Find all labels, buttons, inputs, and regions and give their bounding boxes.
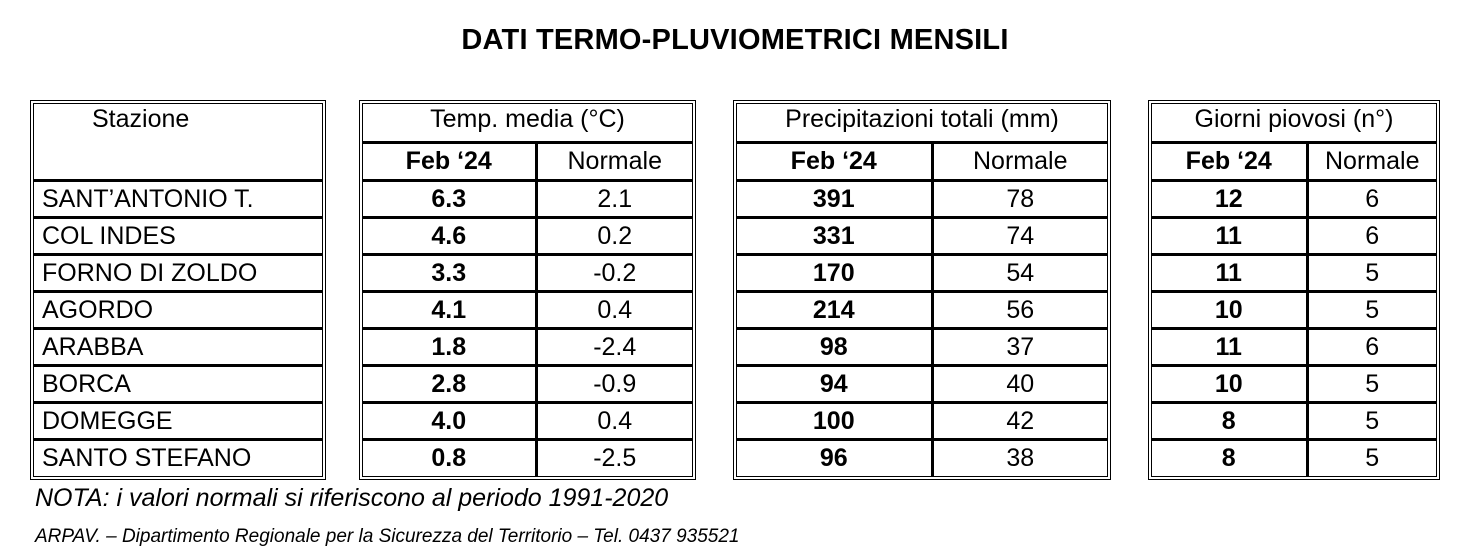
temperature-current-value: 4.6 — [363, 217, 536, 254]
rainy-days-current-value: 11 — [1152, 217, 1307, 254]
precipitation-current-value: 98 — [737, 328, 932, 365]
station-name: SANT’ANTONIO T. — [34, 180, 322, 217]
precipitation-table — [733, 100, 1111, 480]
precipitation-current-value: 100 — [737, 402, 932, 439]
temperature-normal-value: -2.4 — [536, 328, 692, 365]
precipitation-current-value: 214 — [737, 291, 932, 328]
precipitation-normal-value: 38 — [932, 439, 1107, 476]
rainy-days-normal-value: 6 — [1307, 180, 1436, 217]
station-name: ARABBA — [34, 328, 322, 365]
footer-text: ARPAV. – Dipartimento Regionale per la Sicurezza del Territorio – Tel. 0437 935521 — [35, 526, 740, 547]
precipitation-normal-value: 40 — [932, 365, 1107, 402]
precipitation-normal-value: 56 — [932, 291, 1107, 328]
note-text: NOTA: i valori normali si riferiscono al periodo 1991-2020 — [35, 484, 669, 512]
temperature-normal-header: Normale — [536, 142, 692, 180]
temperature-current-value: 2.8 — [363, 365, 536, 402]
rainy-days-normal-value: 5 — [1307, 291, 1436, 328]
temperature-current-header: Feb ‘24 — [363, 142, 536, 180]
temperature-header: Temp. media (°C) — [363, 104, 692, 142]
station-name: FORNO DI ZOLDO — [34, 254, 322, 291]
precipitation-normal-header: Normale — [932, 142, 1107, 180]
precipitation-header: Precipitazioni totali (mm) — [737, 104, 1107, 142]
rainy-days-current-value: 10 — [1152, 365, 1307, 402]
rainy-days-normal-value: 6 — [1307, 217, 1436, 254]
precipitation-current-value: 96 — [737, 439, 932, 476]
rainy-days-current-value: 11 — [1152, 328, 1307, 365]
rainy-days-current-value: 8 — [1152, 402, 1307, 439]
precipitation-current-value: 391 — [737, 180, 932, 217]
temperature-normal-value: 0.4 — [536, 291, 692, 328]
temperature-normal-value: 0.4 — [536, 402, 692, 439]
rainy-days-current-value: 12 — [1152, 180, 1307, 217]
station-name: AGORDO — [34, 291, 322, 328]
precipitation-current-header: Feb ‘24 — [737, 142, 932, 180]
temperature-table — [359, 100, 696, 480]
precipitation-normal-value: 54 — [932, 254, 1107, 291]
precipitation-normal-value: 78 — [932, 180, 1107, 217]
temperature-normal-value: -2.5 — [536, 439, 692, 476]
rainy-days-normal-value: 6 — [1307, 328, 1436, 365]
rainy-days-header: Giorni piovosi (n°) — [1152, 104, 1436, 142]
page-title: DATI TERMO-PLUVIOMETRICI MENSILI — [461, 24, 1009, 56]
station-name: SANTO STEFANO — [34, 439, 322, 476]
temperature-normal-value: 0.2 — [536, 217, 692, 254]
temperature-current-value: 6.3 — [363, 180, 536, 217]
temperature-current-value: 0.8 — [363, 439, 536, 476]
rainy-days-current-value: 11 — [1152, 254, 1307, 291]
station-name: DOMEGGE — [34, 402, 322, 439]
temperature-normal-value: -0.2 — [536, 254, 692, 291]
rainy-days-normal-value: 5 — [1307, 254, 1436, 291]
precipitation-current-value: 170 — [737, 254, 932, 291]
temperature-current-value: 4.1 — [363, 291, 536, 328]
station-name: BORCA — [34, 365, 322, 402]
temperature-normal-value: 2.1 — [536, 180, 692, 217]
precipitation-normal-value: 42 — [932, 402, 1107, 439]
rainy-days-table — [1148, 100, 1440, 480]
station-column-header: Stazione — [34, 104, 322, 180]
rainy-days-current-header: Feb ‘24 — [1152, 142, 1307, 180]
precipitation-current-value: 94 — [737, 365, 932, 402]
rainy-days-normal-value: 5 — [1307, 365, 1436, 402]
temperature-current-value: 4.0 — [363, 402, 536, 439]
station-table — [30, 100, 326, 480]
temperature-current-value: 3.3 — [363, 254, 536, 291]
temperature-current-value: 1.8 — [363, 328, 536, 365]
rainy-days-normal-value: 5 — [1307, 402, 1436, 439]
rainy-days-normal-header: Normale — [1307, 142, 1436, 180]
temperature-normal-value: -0.9 — [536, 365, 692, 402]
rainy-days-current-value: 10 — [1152, 291, 1307, 328]
rainy-days-normal-value: 5 — [1307, 439, 1436, 476]
station-name: COL INDES — [34, 217, 322, 254]
precipitation-normal-value: 37 — [932, 328, 1107, 365]
rainy-days-current-value: 8 — [1152, 439, 1307, 476]
precipitation-normal-value: 74 — [932, 217, 1107, 254]
precipitation-current-value: 331 — [737, 217, 932, 254]
